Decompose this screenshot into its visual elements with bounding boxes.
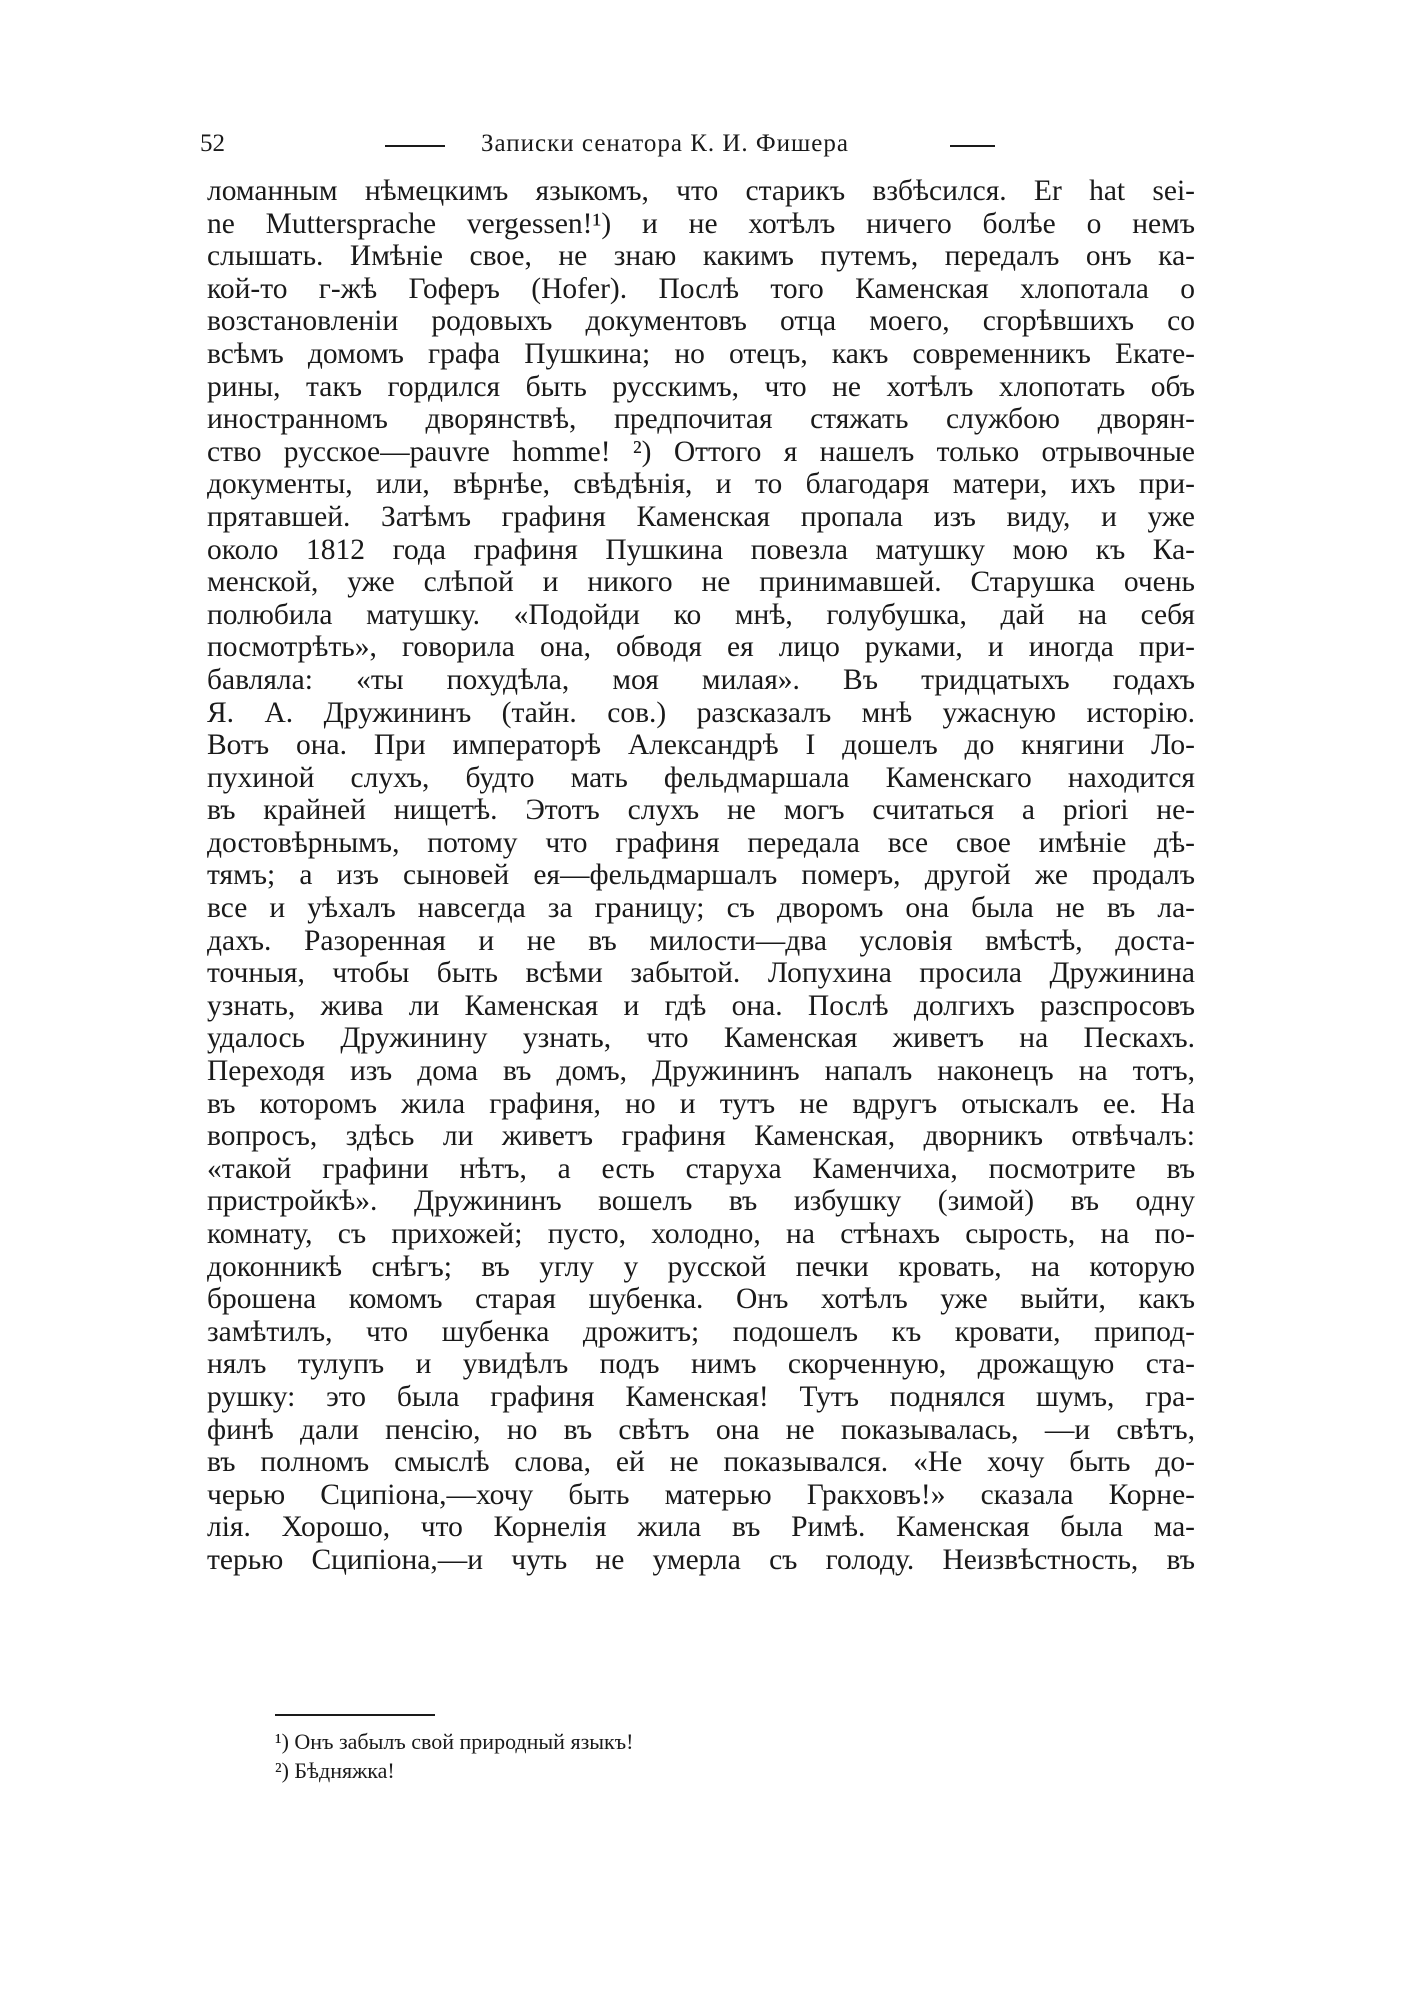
text-line: рушку: это была графиня Каменская! Тутъ поднялся шумъ, гра- xyxy=(207,1380,1195,1413)
text-line: все и уѣхалъ навсегда за границу; съ дворомъ она была не въ ла- xyxy=(207,892,1195,925)
text-line: «такой графини нѣтъ, а есть старуха Каменчиха, посмотрите въ xyxy=(207,1152,1195,1185)
header-rule-right xyxy=(950,145,995,147)
body-text xyxy=(207,175,1195,1577)
text-line: точныя, чтобы быть всѣми забытой. Лопухина просила Дружинина xyxy=(207,957,1195,990)
text-line: прятавшей. Затѣмъ графиня Каменская пропала изъ виду, и уже xyxy=(207,500,1195,533)
text-line: Вотъ она. При императорѣ Александрѣ I дошелъ до княгини Ло- xyxy=(207,729,1195,762)
text-line: брошена комомъ старая шубенка. Онъ хотѣлъ уже выйти, какъ xyxy=(207,1283,1195,1316)
text-line: нялъ тулупъ и увидѣлъ подъ нимъ скорченную, дрожащую ста- xyxy=(207,1348,1195,1381)
text-line: въ которомъ жила графиня, но и тутъ не вдругъ отыскалъ ее. На xyxy=(207,1087,1195,1120)
text-line: возстановленіи родовыхъ документовъ отца моего, сгорѣвшихъ со xyxy=(207,305,1195,338)
text-line: черью Сципіона,—хочу быть матерью Гракховъ!» сказала Корне- xyxy=(207,1478,1195,1511)
footnote-marker: ¹) xyxy=(275,1729,289,1754)
text-line: менской, уже слѣпой и никого не принимавшей. Старушка очень xyxy=(207,566,1195,599)
text-line: ломанным нѣмецкимъ языкомъ, что старикъ взбѣсился. Er hat sei- xyxy=(207,175,1195,207)
text-line: Переходя изъ дома въ домъ, Дружининъ напалъ наконецъ на тотъ, xyxy=(207,1055,1195,1088)
text-line: всѣмъ домомъ графа Пушкина; но отецъ, какъ современникъ Екате- xyxy=(207,337,1195,370)
running-header xyxy=(200,130,1200,170)
footnote-text: Бѣдняжка! xyxy=(294,1758,395,1783)
text-line: комнату, съ прихожей; пусто, холодно, на стѣнахъ сырость, на по- xyxy=(207,1218,1195,1250)
text-line: около 1812 года графиня Пушкина повезла матушку мою къ Ка- xyxy=(207,533,1195,566)
text-line: бавляла: «ты похудѣла, моя милая». Въ тридцатыхъ годахъ xyxy=(207,663,1195,696)
text-line: рины, такъ гордился быть русскимъ, что не хотѣлъ хлопотать объ xyxy=(207,370,1195,403)
text-line: посмотрѣть», говорила она, обводя ея лицо руками, и иногда при- xyxy=(207,631,1195,664)
text-line: лія. Хорошо, что Корнелія жила въ Римѣ. Каменская была ма- xyxy=(207,1511,1195,1544)
text-line: достовѣрнымъ, потому что графиня передала все свое имѣніе дѣ- xyxy=(207,826,1195,859)
text-line: полюбила матушку. «Подойди ко мнѣ, голубушка, дай на себя xyxy=(207,598,1195,631)
footnote-2 xyxy=(275,1756,633,1785)
running-title: Записки сенатора К. И. Фишера xyxy=(481,130,849,157)
text-line: вопросъ, здѣсь ли живетъ графиня Каменская, дворникъ отвѣчалъ: xyxy=(207,1120,1195,1153)
text-line: терью Сципіона,—и чуть не умерла съ голоду. Неизвѣстность, въ xyxy=(207,1543,1195,1576)
text-line: пухиной слухъ, будто мать фельдмаршала Каменскаго находится xyxy=(207,761,1195,794)
footnote-text: Онъ забылъ свой природный языкъ! xyxy=(294,1729,634,1754)
text-line: Я. А. Дружининъ (тайн. сов.) разсказалъ мнѣ ужасную исторію. xyxy=(207,696,1195,729)
text-line: пристройкѣ». Дружининъ вошелъ въ избушку (зимой) въ одну xyxy=(207,1185,1195,1218)
text-line: узнать, жива ли Каменская и гдѣ она. Послѣ долгихъ разспросовъ xyxy=(207,989,1195,1022)
text-line: ne Muttersprache vergessen!¹) и не хотѣлъ ничего болѣе о немъ xyxy=(207,207,1195,240)
text-line: финѣ дали пенсію, но въ свѣтъ она не показывалась, —и свѣтъ, xyxy=(207,1413,1195,1446)
footnotes xyxy=(275,1727,633,1785)
text-line: удалось Дружинину узнать, что Каменская живетъ на Пескахъ. xyxy=(207,1022,1195,1055)
text-line: ство русское—pauvre homme! ²) Оттого я нашелъ только отрывочные xyxy=(207,435,1195,468)
text-line: иностранномъ дворянствѣ, предпочитая стяжать службою дворян- xyxy=(207,403,1195,436)
footnote-marker: ²) xyxy=(275,1758,289,1783)
footnote-divider xyxy=(275,1714,435,1716)
footnote-1 xyxy=(275,1727,633,1756)
text-line: въ полномъ смыслѣ слова, ей не показывался. «Не хочу быть до- xyxy=(207,1446,1195,1479)
text-line: кой-то г-жѣ Гоферъ (Hofer). Послѣ того Каменская хлопотала о xyxy=(207,272,1195,305)
text-line: въ крайней нищетѣ. Этотъ слухъ не могъ считаться a priori не- xyxy=(207,794,1195,827)
text-line: документы, или, вѣрнѣе, свѣдѣнія, и то благодаря матери, ихъ при- xyxy=(207,468,1195,501)
page-number: 52 xyxy=(200,130,225,157)
text-line: замѣтилъ, что шубенка дрожитъ; подошелъ къ кровати, припод- xyxy=(207,1315,1195,1348)
header-rule-left xyxy=(385,145,445,147)
text-line: слышать. Имѣніе свое, не знаю какимъ путемъ, передалъ онъ ка- xyxy=(207,240,1195,273)
text-line: доконникѣ снѣгъ; въ углу у русской печки кровать, на которую xyxy=(207,1250,1195,1283)
text-line: дахъ. Разоренная и не въ милости—два условія вмѣстѣ, доста- xyxy=(207,924,1195,957)
text-line: тямъ; а изъ сыновей ея—фельдмаршалъ померъ, другой же продалъ xyxy=(207,859,1195,892)
